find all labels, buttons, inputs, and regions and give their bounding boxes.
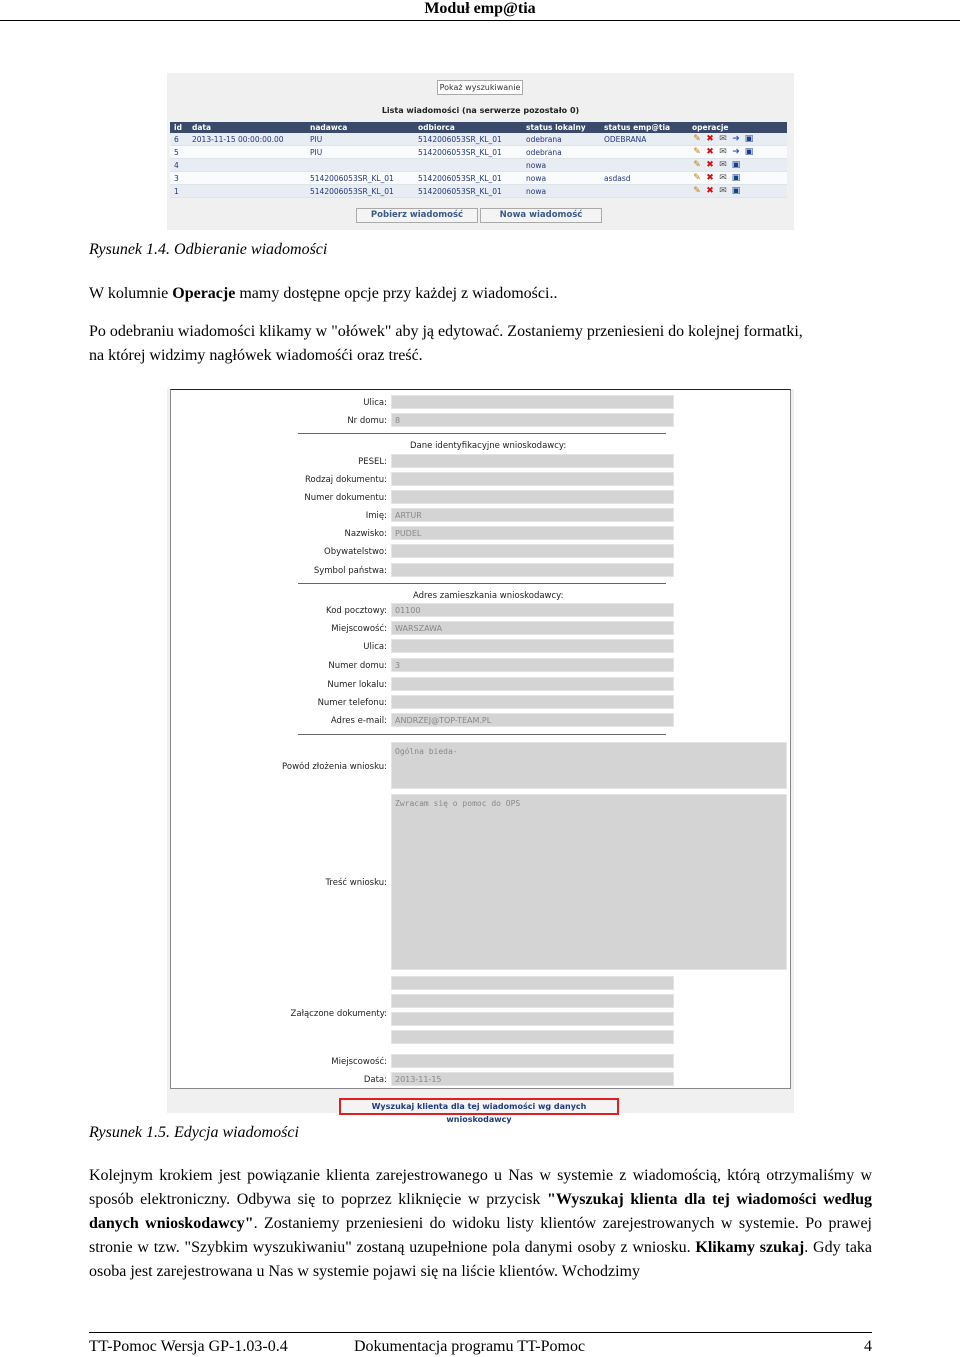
p1-text-end: mamy dostępne opcje przy każdej z wiadomości.. xyxy=(235,285,558,302)
page-header-title: Moduł emp@tia xyxy=(424,0,536,17)
table-cell: 4 xyxy=(170,159,188,172)
p3-text-3: . Gdy taka osoba jest zarejestrowana u Nas w systemie pojawi się na liście klientów. Wchodzimy xyxy=(89,1239,873,1280)
save-icon[interactable]: ▣ xyxy=(744,134,754,144)
table-cell xyxy=(414,159,522,172)
house-no-field[interactable]: 8 xyxy=(391,413,674,427)
operations-cell xyxy=(688,133,787,146)
message-list-screenshot xyxy=(167,73,794,230)
label-phone: Numer telefonu: xyxy=(317,698,387,708)
postal-code-field[interactable]: 01100 xyxy=(391,603,674,617)
label-pesel: PESEL: xyxy=(358,457,387,467)
table-row[interactable] xyxy=(170,159,787,172)
date-field[interactable]: 2013-11-15 xyxy=(391,1072,674,1086)
table-cell: 5142006053SR_KL_01 xyxy=(306,172,414,185)
table-row[interactable] xyxy=(170,133,787,146)
col-sender[interactable]: nadawca xyxy=(306,122,414,133)
label-country-symbol: Symbol państwa: xyxy=(313,566,387,576)
mail-icon[interactable]: ✉ xyxy=(719,173,727,183)
table-cell: 5142006053SR_KL_01 xyxy=(306,185,414,198)
table-cell: nowa xyxy=(522,185,600,198)
save-icon[interactable]: ▣ xyxy=(744,147,754,157)
section-divider xyxy=(298,433,666,434)
pencil-edit-icon[interactable]: ✎ xyxy=(693,160,701,170)
table-cell: odebrana xyxy=(522,133,600,146)
attachment-field-2[interactable] xyxy=(391,994,674,1008)
label-place: Miejscowość: xyxy=(331,1057,387,1067)
col-date[interactable]: data xyxy=(188,122,306,133)
p3-text-2: . Zostaniemy przeniesieni do widoku listy klientów zarejestrowanych w systemie. Po prawej stronie w tzw. "Szybkim wyszukiwaniu" zostaną uzupełnione pola danymi osoby z wniosku. xyxy=(89,1215,872,1256)
table-cell: 5142006053SR_KL_01 xyxy=(414,146,522,159)
p1-bold: Operacje xyxy=(172,285,236,302)
house-number-field[interactable]: 3 xyxy=(391,658,674,672)
delete-icon[interactable]: ✖ xyxy=(706,186,714,196)
reason-textarea[interactable]: Ogólna bieda- xyxy=(391,742,787,789)
table-cell xyxy=(600,185,688,198)
street-field-2[interactable] xyxy=(391,639,674,653)
label-city: Miejscowość: xyxy=(331,624,387,634)
figure-caption-1-4: Rysunek 1.4. Odbieranie wiadomości xyxy=(89,241,328,258)
label-reason: Powód złożenia wniosku: xyxy=(282,762,387,772)
place-field[interactable] xyxy=(391,1054,674,1068)
col-empatia-status[interactable]: status emp@tia xyxy=(600,122,688,133)
col-recipient[interactable]: odbiorca xyxy=(414,122,522,133)
table-cell xyxy=(306,159,414,172)
section-applicant-id: Dane identyfikacyjne wnioskodawcy: xyxy=(410,441,567,451)
col-local-status[interactable]: status lokalny xyxy=(522,122,600,133)
street-field[interactable] xyxy=(391,395,674,409)
table-cell: 5142006053SR_KL_01 xyxy=(414,172,522,185)
table-cell: nowa xyxy=(522,172,600,185)
table-cell xyxy=(188,146,306,159)
header-rule xyxy=(0,20,960,21)
forward-arrow-icon[interactable]: ➜ xyxy=(732,147,740,157)
pencil-edit-icon[interactable]: ✎ xyxy=(693,186,701,196)
table-cell: ODEBRANA xyxy=(600,133,688,146)
col-operations: operacje xyxy=(688,122,787,133)
city-field[interactable]: WARSZAWA xyxy=(391,621,674,635)
pencil-edit-icon[interactable]: ✎ xyxy=(693,173,701,183)
table-cell xyxy=(188,172,306,185)
save-icon[interactable]: ▣ xyxy=(731,160,741,170)
label-last-name: Nazwisko: xyxy=(344,529,387,539)
citizenship-field[interactable] xyxy=(391,544,674,558)
table-cell: 3 xyxy=(170,172,188,185)
footer-page-number: 4 xyxy=(864,1338,872,1355)
label-street: Ulica: xyxy=(363,398,387,408)
fetch-message-button[interactable]: Pobierz wiadomość xyxy=(356,208,478,223)
attachment-field-1[interactable] xyxy=(391,976,674,990)
label-postal-code: Kod pocztowy: xyxy=(326,606,387,616)
table-cell: nowa xyxy=(522,159,600,172)
paragraph-operations xyxy=(89,282,872,306)
figure-caption-1-5: Rysunek 1.5. Edycja wiadomości xyxy=(89,1124,299,1141)
label-email: Adres e-mail: xyxy=(330,716,387,726)
new-message-button[interactable]: Nowa wiadomość xyxy=(480,208,602,223)
operations-cell xyxy=(688,146,787,159)
paragraph-linking xyxy=(89,1164,872,1284)
label-street-2: Ulica: xyxy=(363,642,387,652)
table-cell: 5 xyxy=(170,146,188,159)
p3-text: Kolejnym krokiem jest powiązanie klienta zarejestrowanego u Nas w systemie z wiadomością, którą otrzymaliśmy w sposób elektroniczny. Odbywa się to poprzez kliknięcie w przycisk xyxy=(89,1167,872,1208)
delete-icon[interactable]: ✖ xyxy=(706,147,714,157)
save-icon[interactable]: ▣ xyxy=(731,186,741,196)
label-doc-type: Rodzaj dokumentu: xyxy=(305,475,387,485)
attachment-field-3[interactable] xyxy=(391,1012,674,1026)
section-applicant-address: Adres zamieszkania wnioskodawcy: xyxy=(413,591,564,601)
label-house-number: Numer domu: xyxy=(328,661,387,671)
label-apartment: Numer lokalu: xyxy=(327,680,387,690)
table-row[interactable] xyxy=(170,172,787,185)
pencil-edit-icon[interactable]: ✎ xyxy=(693,147,701,157)
forward-arrow-icon[interactable]: ➜ xyxy=(732,134,740,144)
message-list-title: Lista wiadomości (na serwerze pozostało 0) xyxy=(381,106,580,115)
label-date: Data: xyxy=(363,1075,387,1085)
mail-icon[interactable]: ✉ xyxy=(719,134,727,144)
show-search-button[interactable]: Pokaż wyszukiwanie xyxy=(437,80,523,95)
footer-version: TT-Pomoc Wersja GP-1.03-0.4 xyxy=(89,1338,288,1355)
phone-field[interactable] xyxy=(391,695,674,709)
label-doc-number: Numer dokumentu: xyxy=(304,493,387,503)
col-id[interactable]: id xyxy=(170,122,188,133)
footer-rule xyxy=(89,1332,872,1333)
mail-icon[interactable]: ✉ xyxy=(719,160,727,170)
country-symbol-field[interactable] xyxy=(391,563,674,577)
table-header-row xyxy=(170,122,787,133)
table-row[interactable] xyxy=(170,146,787,159)
p2-line2: na której widzimy nagłówek wiadomośći oraz treść. xyxy=(89,347,423,364)
mail-icon[interactable]: ✉ xyxy=(719,186,727,196)
p3-bold-search: Klikamy szukaj xyxy=(695,1239,805,1256)
label-house-no: Nr domu: xyxy=(347,416,387,426)
apartment-field[interactable] xyxy=(391,677,674,691)
section-divider xyxy=(298,583,666,584)
table-cell xyxy=(600,146,688,159)
edit-form-frame xyxy=(170,389,791,1089)
footer-doc-title: Dokumentacja programu TT-Pomoc xyxy=(354,1338,586,1355)
doc-number-field[interactable] xyxy=(391,490,674,504)
operations-cell xyxy=(688,159,787,172)
table-cell: 1 xyxy=(170,185,188,198)
pesel-field[interactable] xyxy=(391,454,674,468)
paragraph-edit-intro xyxy=(89,320,872,368)
content-textarea[interactable]: Zwracam się o pomoc do OPS xyxy=(391,794,787,970)
label-first-name: Imię: xyxy=(365,511,387,521)
delete-icon[interactable]: ✖ xyxy=(706,173,714,183)
operations-cell xyxy=(688,172,787,185)
table-cell: 2013-11-15 00:00:00.00 xyxy=(188,133,306,146)
delete-icon[interactable]: ✖ xyxy=(706,134,714,144)
p1-text: W kolumnie xyxy=(89,285,173,302)
label-citizenship: Obywatelstwo: xyxy=(324,547,387,557)
table-cell xyxy=(600,159,688,172)
last-name-field[interactable]: PUDEL xyxy=(391,526,674,540)
message-table xyxy=(170,122,787,198)
table-cell: 5142006053SR_KL_01 xyxy=(414,133,522,146)
delete-icon[interactable]: ✖ xyxy=(706,160,714,170)
email-field[interactable]: ANDRZEJ@TOP-TEAM.PL xyxy=(391,713,674,727)
operations-cell xyxy=(688,185,787,198)
table-cell xyxy=(188,159,306,172)
table-cell: 6 xyxy=(170,133,188,146)
table-cell: PIU xyxy=(306,146,414,159)
table-row[interactable] xyxy=(170,185,787,198)
mail-icon[interactable]: ✉ xyxy=(719,147,727,157)
table-cell xyxy=(188,185,306,198)
label-content: Treść wniosku: xyxy=(325,878,387,888)
table-cell: PIU xyxy=(306,133,414,146)
p3-bold-button-name: "Wyszukaj klienta dla tej wiadomości według danych wnioskodawcy" xyxy=(89,1191,872,1232)
table-cell: odebrana xyxy=(522,146,600,159)
label-attachments: Załączone dokumenty: xyxy=(290,1009,387,1019)
pencil-edit-icon[interactable]: ✎ xyxy=(693,134,701,144)
p2-line1: Po odebraniu wiadomości klikamy w "ołówek" aby ją edytować. Zostaniemy przeniesieni do kolejnej formatki, xyxy=(89,323,803,340)
section-divider xyxy=(298,734,666,735)
doc-type-field[interactable] xyxy=(391,472,674,486)
table-cell: asdasd xyxy=(600,172,688,185)
search-client-button[interactable]: Wyszukaj klienta dla tej wiadomości wg danych wnioskodawcy xyxy=(339,1098,619,1115)
table-cell: 5142006053SR_KL_01 xyxy=(414,185,522,198)
first-name-field[interactable]: ARTUR xyxy=(391,508,674,522)
attachment-field-4[interactable] xyxy=(391,1030,674,1044)
message-edit-screenshot xyxy=(167,389,794,1124)
save-icon[interactable]: ▣ xyxy=(731,173,741,183)
